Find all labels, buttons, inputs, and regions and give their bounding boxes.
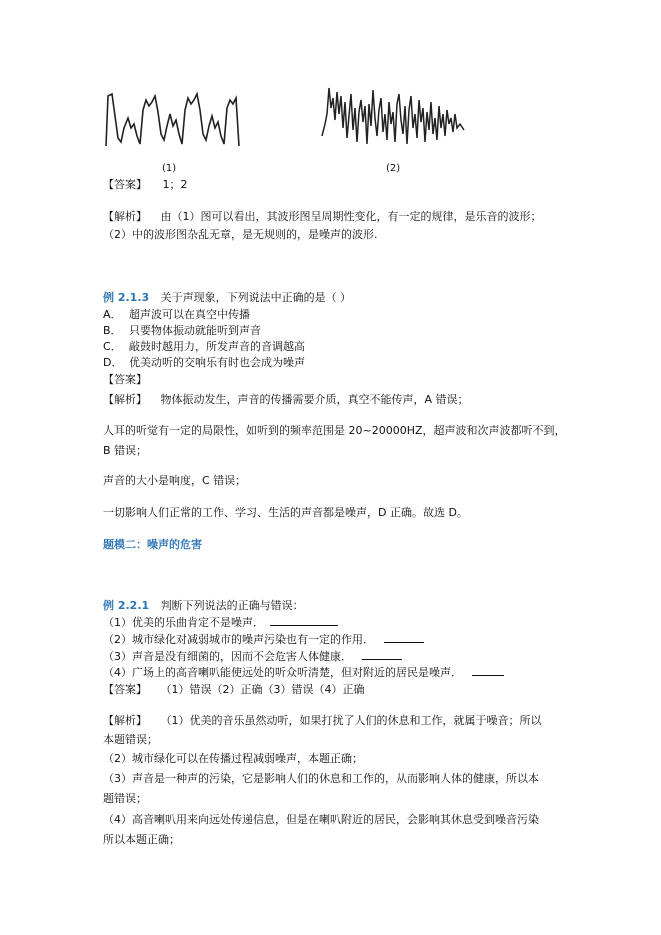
q2-analysis-line-3: B 错误； [103,444,148,457]
answer-tag: 【答案】 [103,683,147,696]
question-stem: 判断下列说法的正确与错误： [160,599,304,612]
answer-tag: 【答案】 [103,178,147,191]
answer-blank [384,632,424,643]
option-text: 超声波可以在真空中传播 [129,308,250,321]
q3-item-1 [103,615,338,630]
answer-blank [472,665,504,676]
option-letter: B． [103,324,122,337]
answer-blank [362,649,402,660]
q3-analysis-line-3b: 题错误； [103,792,147,805]
q3-stem-line [103,599,304,613]
q3-analysis-line-4: （4）高音喇叭用来向远处传递信息，但是在喇叭附近的居民，会影响其休息受到噪音污染 [103,813,539,826]
question-stem: 关于声现象，下列说法中正确的是（ ） [160,291,352,304]
q2-answer-tag: 【答案】 [103,373,147,386]
q2-option-d [103,356,305,370]
analysis-text: （1）优美的音乐虽然动听，如果打扰了人们的休息和工作，就属于噪音；所以 [160,714,542,727]
q1-answer-line [103,178,188,192]
analysis-text: 物体振动发生，声音的传播需要介质，真空不能传声，A 错误； [160,393,469,406]
waveform-irregular [320,84,470,148]
q3-analysis-line-4b: 所以本题正确； [103,833,180,846]
q3-item-3 [103,649,402,664]
q3-answer-line [103,683,365,697]
item-text: （2）城市绿化对减弱城市的噪声污染也有一定的作用． [103,633,374,646]
q2-analysis-line-1 [103,393,469,407]
q3-item-4 [103,665,504,680]
q2-analysis-line-2: 人耳的听觉有一定的局限性，如听到的频率范围是 20~20000HZ，超声波和次声波都听不到， [103,424,566,437]
q3-analysis-line-2: （2）城市绿化可以在传播过程减弱噪声，本题正确； [103,752,363,765]
q1-analysis-line-1 [103,210,542,224]
option-text: 敲鼓时越用力，所发声音的音调越高 [129,340,305,353]
answer-text: （1）错误（2）正确（3）错误（4）正确 [160,683,365,696]
q2-stem-line [103,291,351,305]
item-text: （4）广场上的高音喇叭能使远处的听众听清楚，但对附近的居民是噪声． [103,666,462,679]
question-number: 例 2.2.1 [103,599,150,612]
q2-option-b [103,324,261,338]
item-text: （3）声音是没有细菌的，因而不会危害人体健康． [103,650,352,663]
q3-analysis-line-1b: 本题错误； [103,733,158,746]
item-text: （1）优美的乐曲肯定不是噪声． [103,616,264,629]
option-letter: D． [103,356,123,369]
analysis-tag: 【解析】 [103,393,147,406]
q1-analysis-line-2: （2）中的波形图杂乱无章，是无规则的，是噪声的波形. [103,228,378,241]
q3-item-2 [103,632,424,647]
answer-text: 1；2 [162,178,188,191]
analysis-tag: 【解析】 [103,210,147,223]
q2-option-a [103,308,250,322]
q3-analysis-line-1 [103,714,542,728]
option-letter: A． [103,308,122,321]
section-title: 题模二：噪声的危害 [103,538,202,551]
q2-analysis-line-5: 一切影响人们正常的工作、学习、生活的声音都是噪声，D 正确。故选 D。 [103,506,468,519]
option-text: 优美动听的交响乐有时也会成为噪声 [129,356,305,369]
option-letter: C． [103,340,122,353]
q2-analysis-line-4: 声音的大小是响度，C 错误； [103,474,247,487]
analysis-tag: 【解析】 [103,714,147,727]
option-text: 只要物体振动就能听到声音 [129,324,261,337]
waveform-periodic [104,88,244,150]
q2-option-c [103,340,305,354]
figure-label-1: (1) [162,163,177,174]
question-number: 例 2.1.3 [103,291,150,304]
q3-analysis-line-3: （3）声音是一种声的污染，它是影响人们的休息和工作的，从而影响人体的健康，所以本 [103,772,539,785]
answer-blank [270,615,338,626]
analysis-text: 由（1）图可以看出，其波形图呈周期性变化，有一定的规律，是乐音的波形； [160,210,542,223]
figure-label-2: (2) [386,163,401,174]
